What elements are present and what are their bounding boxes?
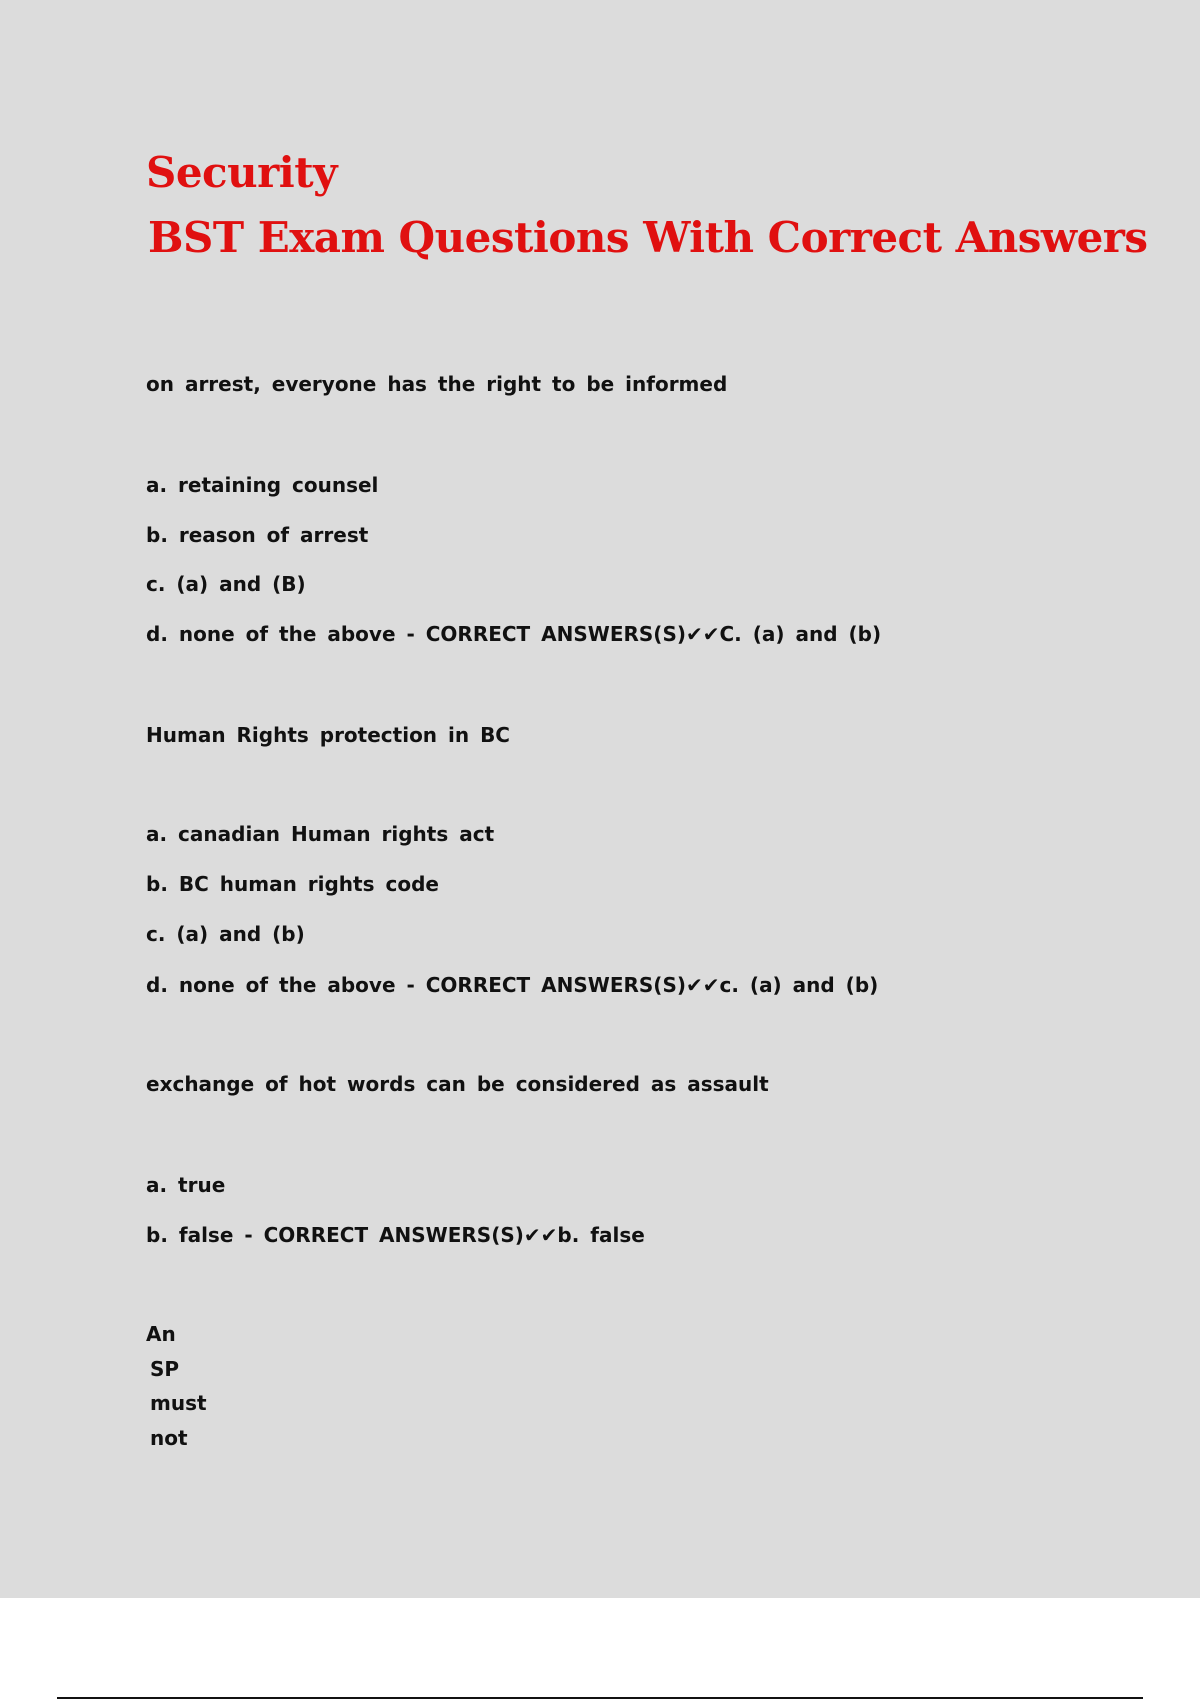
question-2-option-c: c. (a) and (b)	[146, 922, 305, 946]
question-1-option-c: c. (a) and (B)	[146, 572, 306, 596]
question-1-prompt: on arrest, everyone has the right to be informed	[146, 372, 728, 396]
question-1-option-a: a. retaining counsel	[146, 473, 379, 497]
question-4-word-4: not	[150, 1426, 188, 1450]
question-2-option-b: b. BC human rights code	[146, 872, 439, 896]
question-4-word-1: An	[146, 1322, 176, 1346]
question-4-word-2: SP	[150, 1357, 180, 1381]
question-1-option-b: b. reason of arrest	[146, 523, 369, 547]
question-4-word-3: must	[150, 1391, 207, 1415]
question-3-option-a: a. true	[146, 1173, 226, 1197]
question-2-option-a: a. canadian Human rights act	[146, 822, 495, 846]
question-2-prompt: Human Rights protection in BC	[146, 723, 510, 747]
document-title-line-1: Security	[146, 148, 338, 197]
document-title-line-2: BST Exam Questions With Correct Answers	[148, 213, 1148, 262]
question-1-option-d-answer: d. none of the above - CORRECT ANSWERS(S)✔✔C. (a) and (b)	[146, 622, 882, 646]
question-3-option-b-answer: b. false - CORRECT ANSWERS(S)✔✔b. false	[146, 1223, 645, 1247]
question-2-option-d-answer: d. none of the above - CORRECT ANSWERS(S)✔✔c. (a) and (b)	[146, 973, 879, 997]
question-3-prompt: exchange of hot words can be considered as assault	[146, 1072, 769, 1096]
footer-divider	[57, 1697, 1143, 1699]
